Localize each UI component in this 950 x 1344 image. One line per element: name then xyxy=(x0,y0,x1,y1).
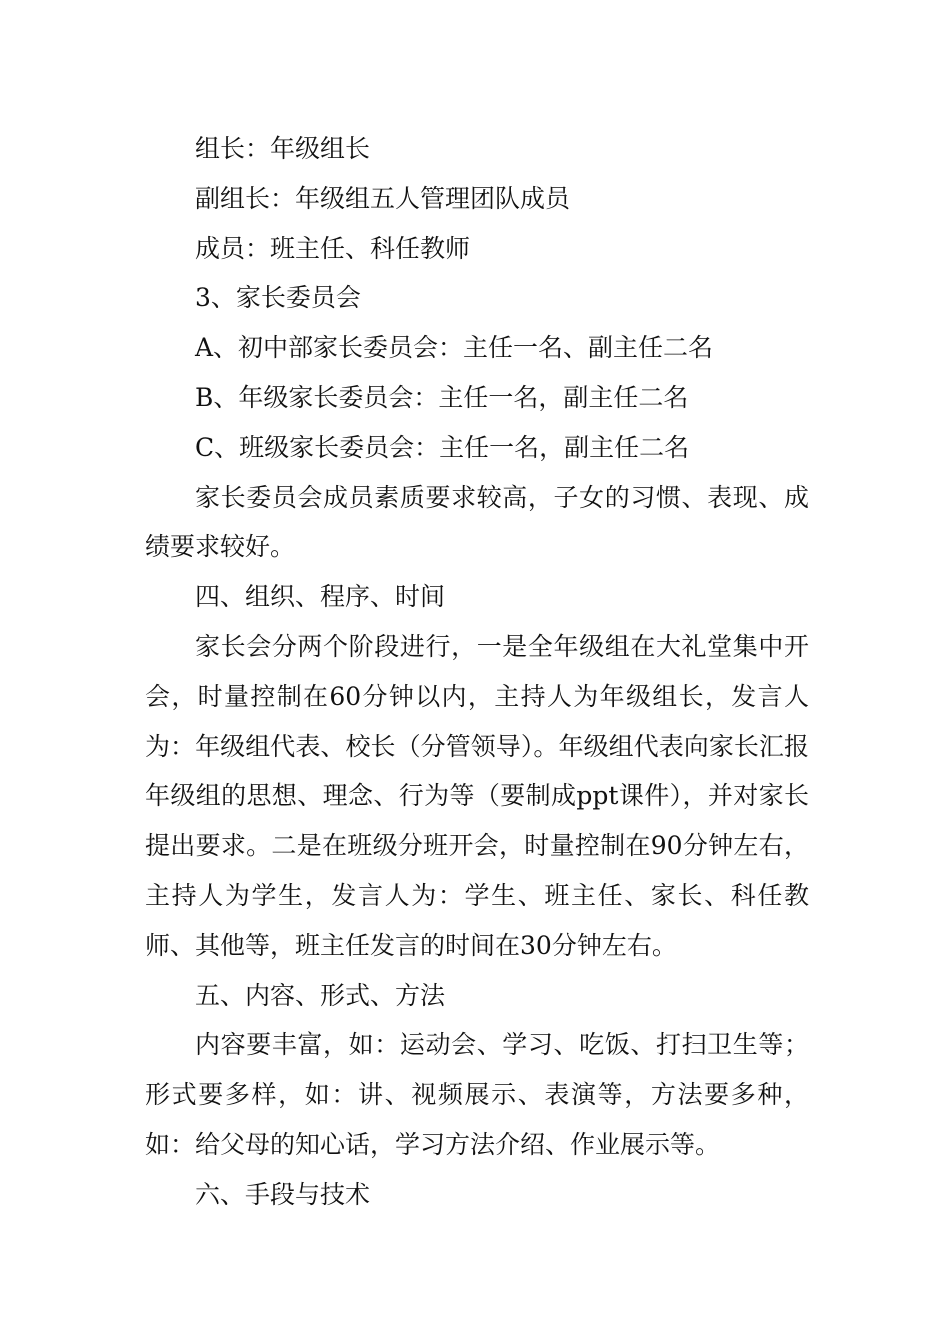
paragraph-meeting-stages: 家长会分两个阶段进行，一是全年级组在大礼堂集中开会，时量控制在60分钟以内，主持人为年级组长，发言人为：年级组代表、校长（分管领导）。年级组代表向家长汇报年级组的思想、理念、行为等（要制成ppt课件），并对家长提出要求。二是在班级分班开会，时量控制在90分钟左右，主持人为学生，发言人为：学生、班主任、家长、科任教师、其他等，班主任发言的时间在30分钟左右。 xyxy=(145,631,809,960)
section-heading-organization: 四、组织、程序、时间 xyxy=(195,582,446,612)
section-heading-means: 六、手段与技术 xyxy=(195,1179,371,1209)
section-heading-content: 五、内容、形式、方法 xyxy=(195,980,446,1010)
paragraph-content-forms: 内容要丰富，如：运动会、学习、吃饭、打扫卫生等；形式要多样，如：讲、视频展示、表演等，方法要多种，如：给父母的知心话，学习方法介绍、作业展示等。 xyxy=(145,1030,809,1159)
paragraph-committee-requirements: 家长委员会成员素质要求较高，子女的习惯、表现、成绩要求较好。 xyxy=(145,482,809,562)
paragraph-members: 成员：班主任、科任教师 xyxy=(195,233,471,263)
paragraph-group-leader: 组长：年级组长 xyxy=(195,134,371,163)
paragraph-committee-b: B、年级家长委员会：主任一名，副主任二名 xyxy=(195,382,689,412)
paragraph-committee-a: A、初中部家长委员会：主任一名、副主任二名 xyxy=(195,333,714,363)
paragraph-committee-c: C、班级家长委员会：主任一名，副主任二名 xyxy=(195,432,690,462)
heading-parents-committee: 3、家长委员会 xyxy=(195,283,361,313)
document-body xyxy=(145,124,809,1220)
paragraph-deputy-leader: 副组长：年级组五人管理团队成员 xyxy=(195,183,571,213)
